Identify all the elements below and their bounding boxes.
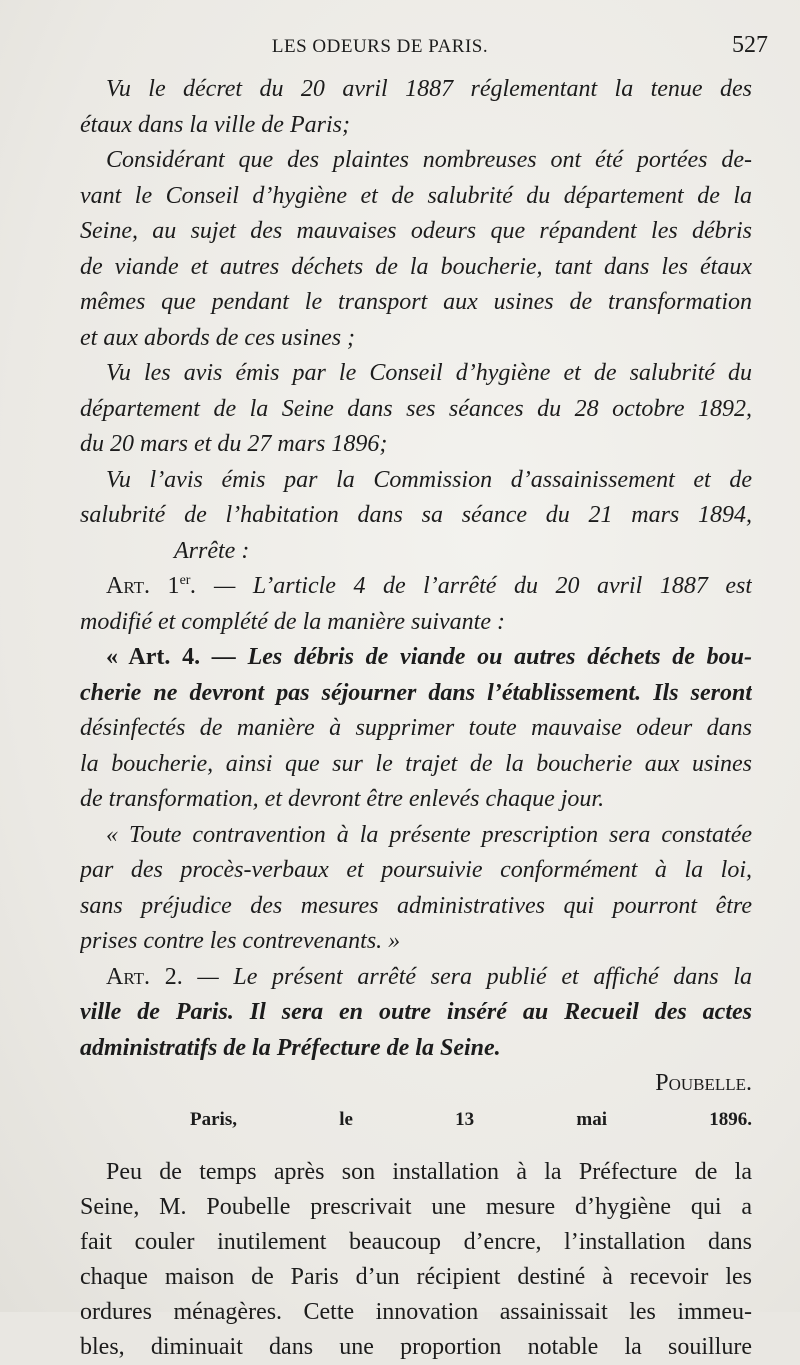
text-line: étaux dans la ville de Paris; [80, 111, 350, 138]
signature: Poubelle. [655, 1070, 752, 1096]
text-line: « Toute contravention à la présente prescription sera constatée [106, 821, 752, 848]
text-line: désinfectés de manière à supprimer toute mauvaise odeur dans [80, 715, 752, 741]
text-line: vant le Conseil d’hygiène et de salubrité du département de la [80, 182, 752, 209]
text-line: et aux abords de ces usines ; [80, 324, 356, 351]
text-line: de transformation, et devront être enlevés chaque jour. [80, 786, 605, 812]
text-line: de viande et autres déchets de la boucherie, tant dans les étaux [80, 253, 752, 280]
text-line: Seine, M. Poubelle prescrivait une mesure d’hygiène qui a [80, 1194, 752, 1220]
text-line: administratifs de la Préfecture de la Seine. [80, 1034, 501, 1061]
text-line: ville de Paris. Il sera en outre inséré au Recueil des actes [80, 999, 752, 1025]
text-line: salubrité de l’habitation dans sa séance du 21 mars 1894, [80, 502, 752, 528]
text-line: chaque maison de Paris d’un récipient destiné à recevoir les [80, 1264, 752, 1290]
text-line: Vu l’avis émis par la Commission d’assainissement et de [106, 466, 752, 493]
article-4-line [80, 640, 752, 676]
article-1-line [80, 569, 752, 605]
text-line: par des procès-verbaux et poursuivie conformément à la loi, [80, 857, 752, 883]
dateline: Paris, le 13 mai 1896. [190, 1108, 752, 1130]
text-line: mêmes que pendant le transport aux usines de transformation [80, 289, 752, 315]
text-line: fait couler inutilement beaucoup d’encre, l’installation dans [80, 1229, 752, 1255]
article-1-sup: er [179, 573, 191, 588]
text-line: Seine, au sujet des mauvaises odeurs que répandent les débris [80, 218, 752, 244]
arrete-heading: Arrête : [174, 537, 250, 564]
running-head-title: LES ODEURS DE PARIS. [271, 36, 489, 57]
page-number: 527 [732, 32, 768, 58]
text-line: Considérant que des plaintes nombreuses ont été portées de- [106, 147, 752, 173]
page-body [80, 72, 752, 1365]
text-line: du 20 mars et du 27 mars 1896; [80, 431, 388, 457]
article-4-text: — Les débris de viande ou autres déchets de bou- [200, 644, 752, 670]
text-line: Peu de temps après son installation à la Préfecture de la [106, 1159, 752, 1185]
article-2-line [80, 960, 752, 996]
article-2-text: — Le présent arrêté sera publié et affiché dans la [182, 963, 752, 990]
text-line: prises contre les contrevenants. » [80, 928, 401, 954]
article-1-label: Art. 1 [106, 573, 180, 599]
body-paragraph [80, 1155, 752, 1365]
text-line: Vu le décret du 20 avril 1887 réglementant la tenue des [106, 76, 752, 102]
text-line: ordures ménagères. Cette innovation assainissait les immeu- [80, 1299, 752, 1325]
text-line: la boucherie, ainsi que sur le trajet de la boucherie aux usines [80, 750, 752, 777]
text-line: département de la Seine dans ses séances du 28 octobre 1892, [80, 395, 752, 422]
article-4-label: « Art. 4. [106, 644, 201, 670]
text-line: Vu les avis émis par le Conseil d’hygiène et de salubrité du [106, 360, 752, 386]
text-line: modifié et complété de la manière suivante : [80, 608, 505, 635]
text-line: bles, diminuait dans une proportion notable la souillure [80, 1334, 752, 1360]
running-head [0, 32, 800, 66]
article-2-label: Art. 2. [106, 963, 183, 990]
text-line: sans préjudice des mesures administratives qui pourront être [80, 892, 752, 919]
article-1-text: . — L’article 4 de l’arrêté du 20 avril 1887 est [190, 573, 752, 599]
text-line: cherie ne devront pas séjourner dans l’établissement. Ils seront [80, 679, 752, 706]
paragraph-gap [80, 1137, 752, 1155]
